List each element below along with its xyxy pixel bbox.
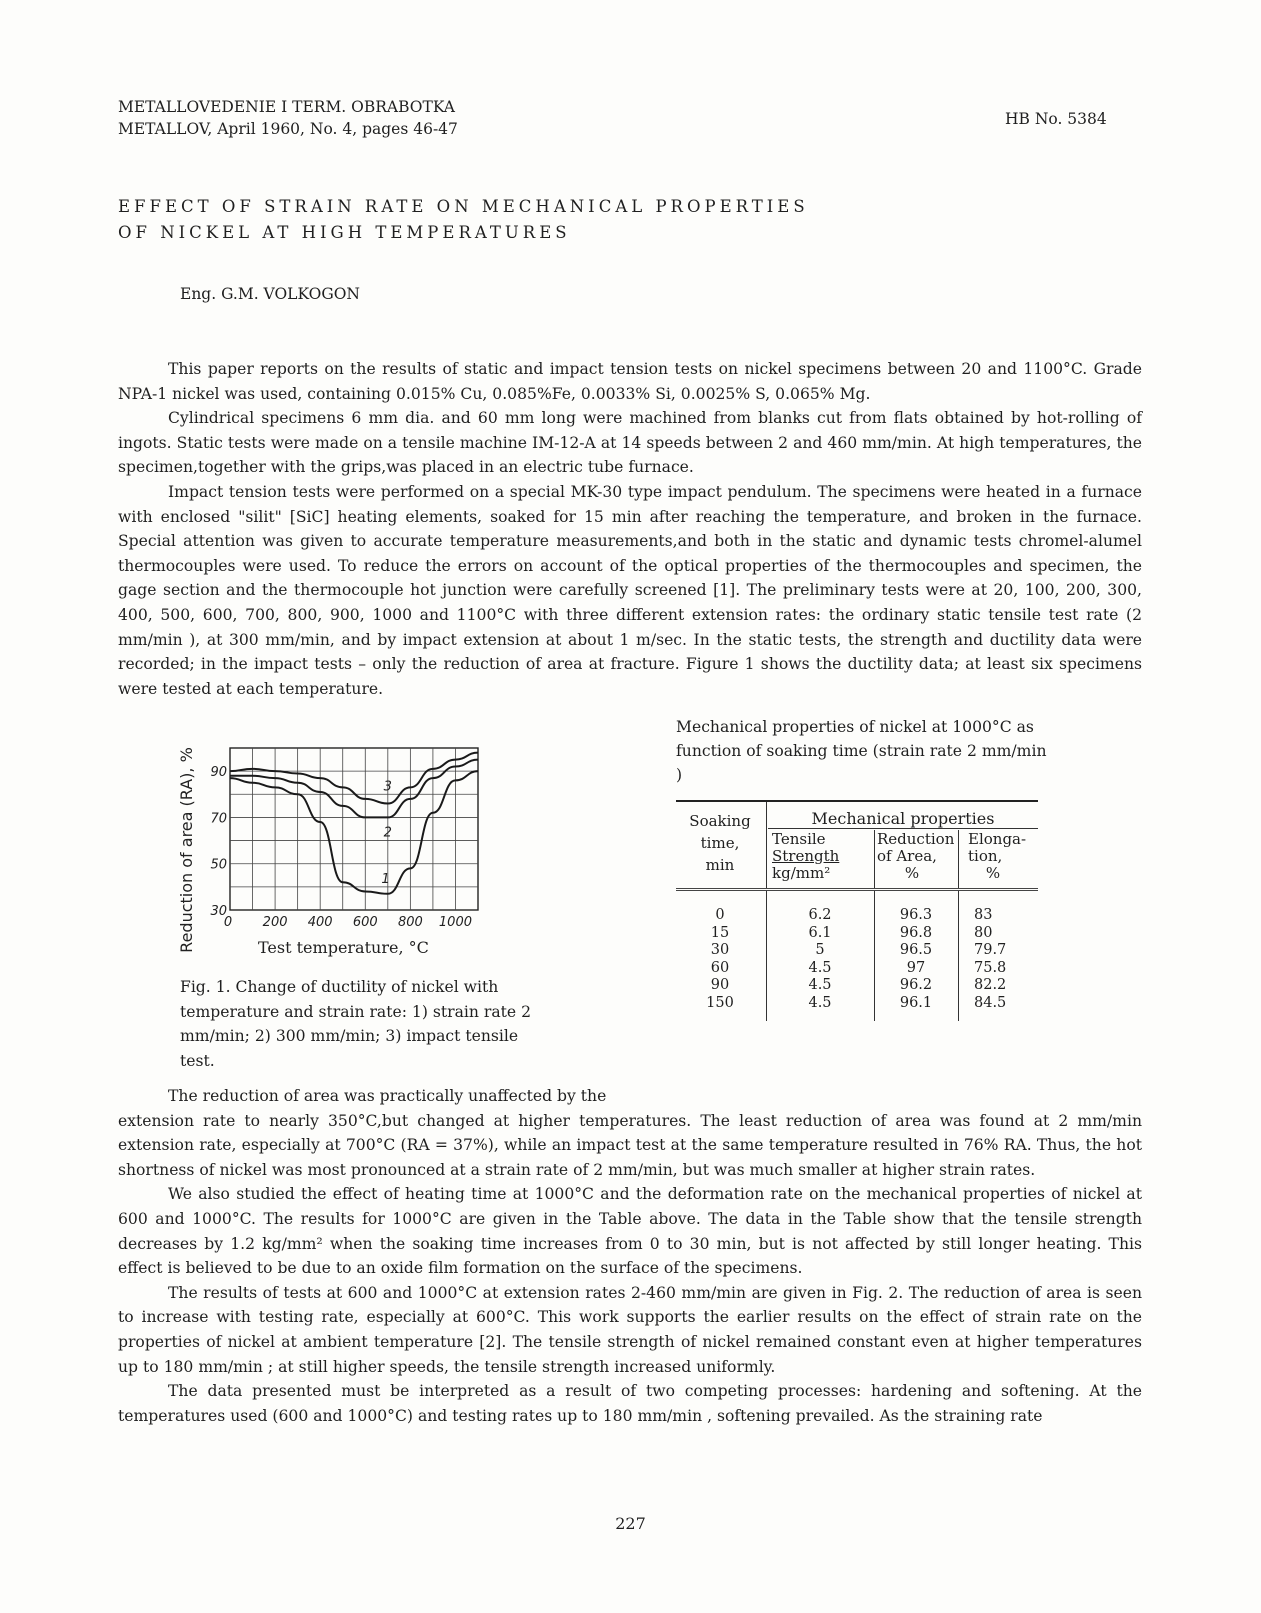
table-row xyxy=(676,995,1038,1013)
properties-table xyxy=(676,800,1038,1021)
col-soaking-time-header: Soaking time, min xyxy=(689,812,751,874)
table-cell: 5 xyxy=(815,942,825,958)
table-cell: 97 xyxy=(906,959,926,976)
table-cell: 4.5 xyxy=(808,977,832,993)
col-tensile-header: Tensile Strength kg/mm² xyxy=(772,830,840,882)
table-cell: 96.1 xyxy=(899,994,933,1011)
y-tick-label: 50 xyxy=(210,857,227,873)
paragraph: The results of tests at 600 and 1000°C at extension rates 2-460 mm/min are given in Fig. 2. The reduction of area is seen to increase with testing rate, especially at 600°C. This work supports the earlier results on the effect of strain rate on the properties of nickel at ambient temperature [2]. The tensile strength of nickel remained constant even at higher temperatures up to 180 mm/min ; at still higher speeds, the tensile strength increased uniformly. xyxy=(118,1283,1142,1376)
table-cell: 83 xyxy=(974,907,993,923)
table-cell: 15 xyxy=(710,924,730,941)
x-tick-label: 600 xyxy=(352,915,378,930)
journal-citation xyxy=(118,96,458,140)
col-elongation-header: Elonga- tion, % xyxy=(968,830,1027,882)
series-label-3: 3 xyxy=(383,779,392,795)
table-cell: 75.8 xyxy=(974,959,1007,976)
table-cell: 80 xyxy=(974,924,993,941)
paragraph: The reduction of area was practically unaffected by the xyxy=(168,1087,607,1105)
table-cell: 0 xyxy=(715,907,725,923)
title-line-2: OF NICKEL AT HIGH TEMPERATURES xyxy=(118,223,571,242)
paragraph: The data presented must be interpreted as a result of two competing processes: hardening and softening. At the temperatures used (600 and 1000°C) and testing rates up to 180 mm/min , softening prevailed. As the straining rate xyxy=(118,1382,1142,1425)
chart-series-labels xyxy=(381,779,392,887)
table-row xyxy=(676,960,1038,978)
chart-series xyxy=(230,753,478,894)
x-tick-label: 200 xyxy=(262,915,288,930)
journal-issue: METALLOV, April 1960, No. 4, pages 46-47 xyxy=(118,120,458,138)
table-cell: 6.2 xyxy=(808,907,832,923)
table-row xyxy=(676,977,1038,995)
table-cell: 60 xyxy=(710,959,730,976)
table-body xyxy=(676,891,1038,1021)
table-cell: 96.3 xyxy=(899,907,933,923)
body-text-bottom xyxy=(118,1084,1142,1428)
y-tick-label: 30 xyxy=(210,904,227,919)
table-cell: 4.5 xyxy=(808,994,832,1011)
body-text-top xyxy=(118,357,1142,701)
table-row xyxy=(676,925,1038,943)
x-tick-label: 400 xyxy=(307,915,333,930)
paragraph: This paper reports on the results of static and impact tension tests on nickel specimens between 20 and 1100°C. Grade NPA-1 nickel was used, containing 0.015% Cu, 0.085%Fe, 0.0033% Si, 0.0025% S, 0.065% Mg. xyxy=(118,360,1142,403)
table-cell: 96.5 xyxy=(899,942,933,958)
series-label-2: 2 xyxy=(383,825,392,841)
x-tick-label: 0 xyxy=(223,915,233,930)
x-tick-label: 1000 xyxy=(438,915,473,930)
paragraph: extension rate to nearly 350°C,but changed at higher temperatures. The least reduction of area was found at 2 mm/min extension rate, especially at 700°C (RA = 37%), while an impact test at the same temperature resulted in 76% RA. Thus, the hot shortness of nickel was most pronounced at a strain rate of 2 mm/min, but was much smaller at higher strain rates. xyxy=(118,1111,1142,1179)
table-cell: 90 xyxy=(710,977,730,993)
y-axis-label: Reduction of area (RA), % xyxy=(177,747,196,953)
table-cell: 96.2 xyxy=(899,977,933,993)
figure-1-caption: Fig. 1. Change of ductility of nickel with temperature and strain rate: 1) strain rate 2 mm/min; 2) 300 mm/min; 3) impact tensile test. xyxy=(180,978,532,1070)
table-cell: 4.5 xyxy=(808,959,832,976)
page-number: 227 xyxy=(615,1514,646,1533)
paper-title xyxy=(118,194,809,246)
y-tick-label: 90 xyxy=(210,765,227,781)
series-line-2 xyxy=(230,760,478,818)
paragraph: Impact tension tests were performed on a special MK-30 type impact pendulum. The specimens were heated in a furnace with enclosed "silit" [SiC] heating elements, soaked for 15 min after reaching the temperature, and broken in the furnace. Special attention was given to accurate temperature measurements,and both in the static and dynamic tests chromel-alumel thermocouples were used. To reduce the errors on account of the optical properties of the thermocouples and specimen, the gage section and the thermocouple hot junction were carefully screened [1]. The preliminary tests were at 20, 100, 200, 300, 400, 500, 600, 700, 800, 900, 1000 and 1100°C with three different extension rates: the ordinary static tensile test rate (2 mm/min ), at 300 mm/min, and by impact extension at about 1 m/sec. In the static tests, the strength and ductility data were recorded; in the impact tests – only the reduction of area at fracture. Figure 1 shows the ductility data; at least six specimens were tested at each temperature. xyxy=(118,482,1142,698)
author: Eng. G.M. VOLKOGON xyxy=(180,285,360,303)
paragraph: We also studied the effect of heating time at 1000°C and the deformation rate on the mechanical properties of nickel at 600 and 1000°C. The results for 1000°C are given in the Table above. The data in the Table show that the tensile strength decreases by 1.2 kg/mm² when the soaking time increases from 0 to 30 min, but is not affected by still longer heating. This effect is believed to be due to an oxide film formation on the surface of the specimens. xyxy=(118,1185,1142,1278)
x-axis-label: Test temperature, °C xyxy=(258,938,429,957)
paragraph: Cylindrical specimens 6 mm dia. and 60 mm long were machined from blanks cut from flats obtained by hot-rolling of ingots. Static tests were made on a tensile machine IM-12-A at 14 speeds between 2 and 460 mm/min. At high temperatures, the specimen,together with the grips,was placed in an electric tube furnace. xyxy=(118,409,1142,477)
series-line-1 xyxy=(230,771,478,894)
table-caption: Mechanical properties of nickel at 1000°C as function of soaking time (strain rate 2 mm/min ) xyxy=(676,718,1047,784)
table-cell: 150 xyxy=(706,994,734,1011)
hb-number: HB No. 5384 xyxy=(1005,110,1107,128)
y-tick-label: 70 xyxy=(210,811,227,827)
table-cell: 79.7 xyxy=(974,942,1007,958)
group-header: Mechanical properties xyxy=(811,809,995,828)
table-row xyxy=(676,942,1038,960)
table-cell: 30 xyxy=(710,942,730,958)
table-cell: 82.2 xyxy=(974,977,1007,993)
table-cell: 96.8 xyxy=(899,924,933,941)
table-cell: 84.5 xyxy=(974,994,1007,1011)
table-row xyxy=(676,907,1038,925)
table-cell: 6.1 xyxy=(808,924,832,941)
x-tick-label: 800 xyxy=(397,915,423,930)
figure-1-chart xyxy=(170,728,500,960)
table-header xyxy=(676,800,1038,891)
col-reduction-header: Reduction of Area, % xyxy=(877,830,955,882)
title-line-1: EFFECT OF STRAIN RATE ON MECHANICAL PROPERTIES xyxy=(118,197,809,216)
series-label-1: 1 xyxy=(381,871,390,887)
journal-name: METALLOVEDENIE I TERM. OBRABOTKA xyxy=(118,98,455,116)
